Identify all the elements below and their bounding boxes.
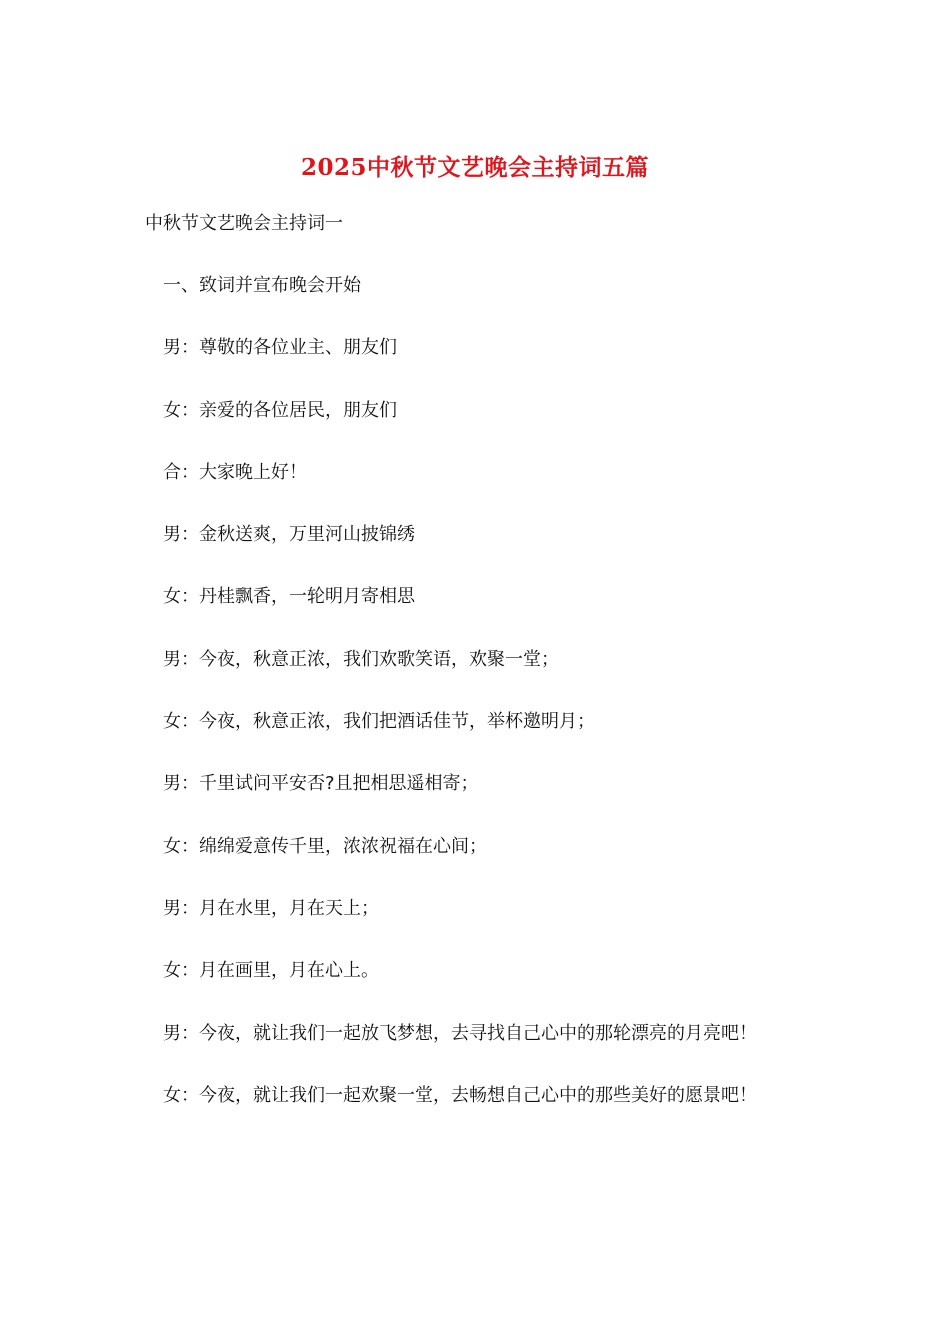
script-line: 男：金秋送爽，万里河山披锦绣 [163, 524, 415, 546]
script-line: 男：月在水里，月在天上； [163, 897, 379, 919]
document-title: 2025中秋节文艺晚会主持词五篇 [300, 154, 649, 181]
script-lines [163, 272, 757, 1144]
script-line: 女：丹桂飘香，一轮明月寄相思 [163, 586, 415, 608]
script-line: 一、致词并宣布晚会开始 [163, 275, 361, 296]
script-line: 女：亲爱的各位居民，朋友们 [163, 399, 397, 421]
script-line: 男：千里试问平安否?且把相思遥相寄； [163, 773, 479, 795]
script-line: 合：大家晚上好！ [163, 461, 307, 483]
script-line: 女：绵绵爱意传千里，浓浓祝福在心间； [163, 835, 487, 857]
script-line: 男：尊敬的各位业主、朋友们 [163, 337, 397, 359]
script-line: 女：月在画里，月在心上。 [163, 960, 379, 982]
script-line: 女：今夜，秋意正浓，我们把酒话佳节，举杯邀明月； [163, 711, 595, 733]
script-line: 女：今夜，就让我们一起欢聚一堂，去畅想自己心中的那些美好的愿景吧！ [163, 1084, 757, 1106]
section-heading: 中秋节文艺晚会主持词一 [145, 213, 343, 234]
script-line: 男：今夜，秋意正浓，我们欢歌笑语，欢聚一堂； [163, 648, 559, 670]
script-line: 男：今夜，就让我们一起放飞梦想，去寻找自己心中的那轮漂亮的月亮吧！ [163, 1022, 757, 1044]
